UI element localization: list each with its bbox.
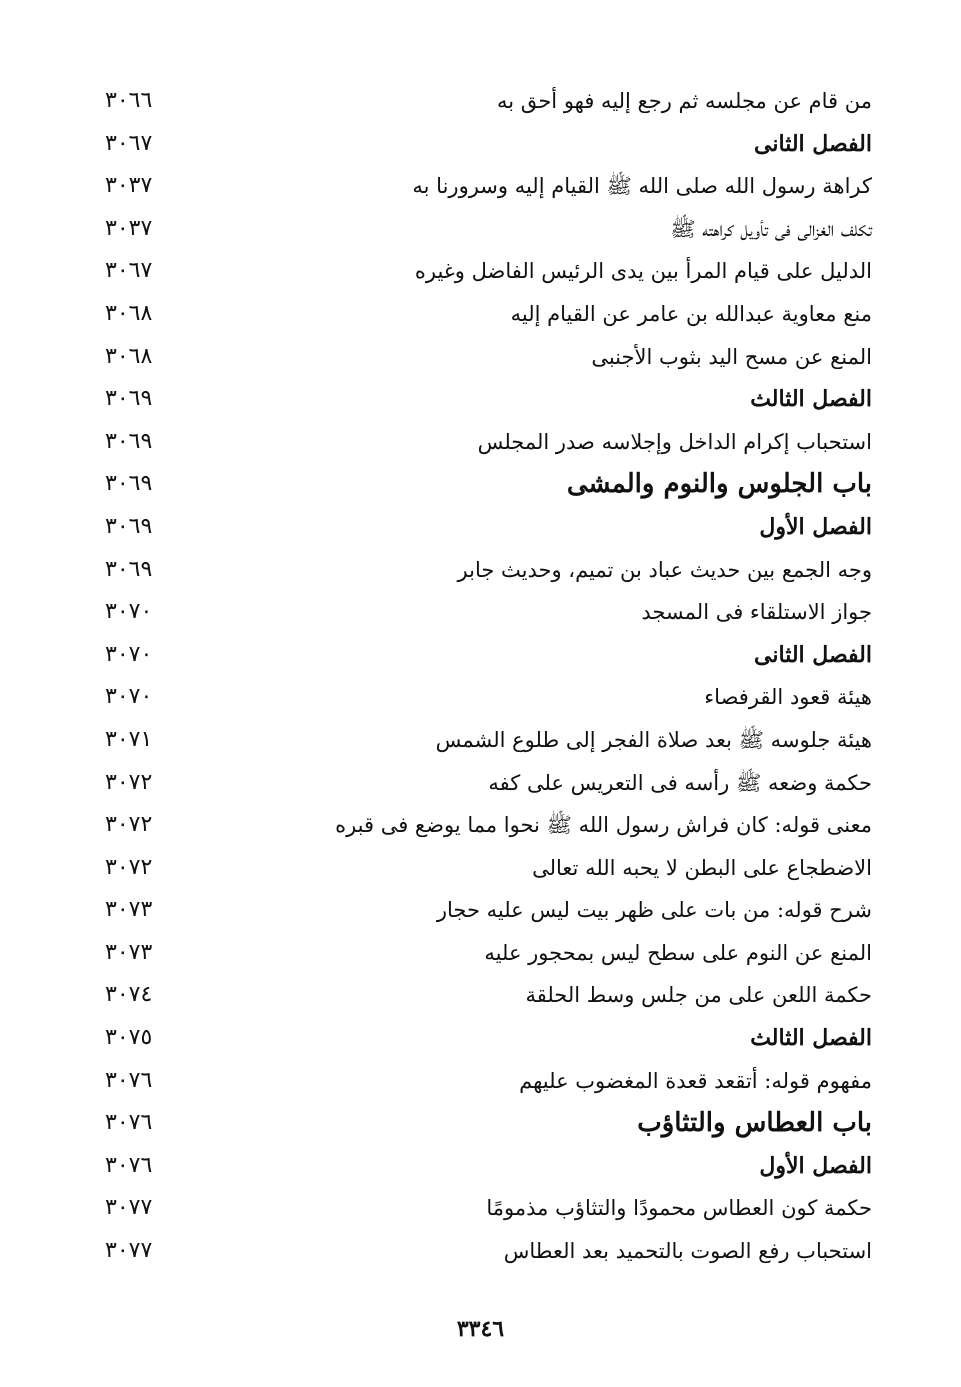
- toc-entry-page: ٣٠٧٦: [105, 1110, 153, 1136]
- toc-row: [105, 1102, 872, 1145]
- toc-entry-title: وجه الجمع بين حديث عباد بن تميم، وحديث جابر: [457, 557, 872, 582]
- toc-row: [105, 762, 872, 805]
- toc-entry-page: ٣٠٧٦: [105, 1152, 153, 1178]
- toc-entry-page: ٣٠٦٦: [105, 88, 153, 113]
- toc-row: [105, 591, 872, 634]
- toc-entry-page: ٣٠٧٠: [105, 599, 153, 625]
- toc-row: [105, 123, 872, 166]
- toc-entry-page: ٣٠٦٩: [105, 556, 153, 582]
- toc-row: [105, 80, 872, 123]
- toc-entry-title: هيئة جلوسه ﷺ بعد صلاة الفجر إلى طلوع الشمس: [435, 727, 872, 752]
- toc-entry-page: ٣٠٧٧: [105, 1195, 153, 1221]
- toc-entry-title: جواز الاستلقاء فى المسجد: [641, 600, 872, 625]
- toc-row: [105, 250, 872, 293]
- toc-entry-title: مفهوم قوله: أتقعد قعدة المغضوب عليهم: [519, 1068, 872, 1093]
- toc-row: [105, 804, 872, 847]
- toc-entry-page: ٣٠٣٧: [105, 173, 153, 199]
- toc-entry-title: حكمة وضعه ﷺ رأسه فى التعريس على كفه: [488, 770, 872, 795]
- toc-entry-title: الدليل على قيام المرأ بين يدى الرئيس الفاضل وغيره: [414, 259, 872, 284]
- toc-entry-title: هيئة قعود القرفصاء: [704, 685, 872, 710]
- toc-chapter-heading: باب الجلوس والنوم والمشى: [566, 469, 872, 500]
- toc-entry-page: ٣٠٧٧: [105, 1238, 153, 1264]
- toc-row: [105, 293, 872, 336]
- toc-entry-page: ٣٠٧٢: [105, 854, 153, 880]
- toc-entry-title: الاضطجاع على البطن لا يحبه الله تعالى: [532, 855, 872, 880]
- toc-entry-page: ٣٠٦٨: [105, 343, 153, 369]
- toc-chapter-heading: باب العطاس والتثاؤب: [637, 1108, 872, 1139]
- toc-entry-page: ٣٠٦٨: [105, 300, 153, 326]
- toc-row: [105, 421, 872, 464]
- toc-section-heading: الفصل الثانى: [754, 130, 872, 157]
- toc-entry-page: ٣٠٧٢: [105, 769, 153, 795]
- toc-entry-page: ٣٠٧٦: [105, 1067, 153, 1093]
- toc-section-heading: الفصل الأول: [759, 1152, 872, 1179]
- toc-entry-title: حكمة اللعن على من جلس وسط الحلقة: [525, 983, 872, 1008]
- toc-entry-title: كراهة رسول الله صلى الله ﷺ القيام إليه وسرورنا به: [412, 174, 872, 199]
- toc-entry-title: من قام عن مجلسه ثم رجع إليه فهو أحق به: [497, 89, 872, 113]
- toc-entry-page: ٣٠٧٢: [105, 812, 153, 838]
- table-of-contents: [105, 80, 872, 1272]
- toc-row: [105, 889, 872, 932]
- toc-row: [105, 1187, 872, 1230]
- toc-row: [105, 1017, 872, 1060]
- toc-entry-page: ٣٠٦٩: [105, 513, 153, 539]
- toc-row: [105, 932, 872, 975]
- toc-entry-title: استحباب إكرام الداخل وإجلاسه صدر المجلس: [477, 429, 872, 454]
- toc-entry-page: ٣٠٧٥: [105, 1025, 153, 1051]
- toc-entry-title: المنع عن النوم على سطح ليس بمحجور عليه: [484, 940, 872, 965]
- toc-section-heading: الفصل الثالث: [750, 386, 872, 413]
- toc-row: [105, 1145, 872, 1188]
- toc-entry-page: ٣٠٧٣: [105, 897, 153, 923]
- toc-entry-page: ٣٠٣٧: [105, 215, 153, 241]
- toc-entry-page: ٣٠٦٩: [105, 386, 153, 412]
- toc-row: [105, 676, 872, 719]
- toc-section-heading: الفصل الثانى: [754, 641, 872, 668]
- toc-entry-page: ٣٠٧٠: [105, 684, 153, 710]
- page-number: ٣٣٤٦: [456, 1316, 505, 1342]
- toc-row: [105, 974, 872, 1017]
- toc-row: [105, 719, 872, 762]
- toc-entry-page: ٣٠٧٠: [105, 641, 153, 667]
- toc-row: [105, 165, 872, 208]
- toc-entry-page: ٣٠٦٩: [105, 471, 153, 497]
- toc-entry-title: شرح قوله: من بات على ظهر بيت ليس عليه حجار: [436, 898, 872, 923]
- toc-entry-title: حكمة كون العطاس محمودًا والتثاؤب مذمومًا: [486, 1196, 872, 1221]
- toc-entry-page: ٣٠٦٩: [105, 428, 153, 454]
- toc-row: [105, 847, 872, 890]
- toc-entry-page: ٣٠٦٧: [105, 130, 153, 156]
- toc-entry-page: ٣٠٧١: [105, 726, 153, 752]
- toc-row: [105, 463, 872, 506]
- toc-row: [105, 506, 872, 549]
- toc-entry-page: ٣٠٧٤: [105, 982, 153, 1008]
- toc-row: [105, 634, 872, 677]
- toc-entry-title: استحباب رفع الصوت بالتحميد بعد العطاس: [503, 1239, 872, 1264]
- toc-entry-title: المنع عن مسح اليد بثوب الأجنبى: [591, 344, 872, 369]
- toc-entry-title: منع معاوية عبدالله بن عامر عن القيام إليه: [510, 301, 872, 326]
- toc-section-heading: الفصل الثالث: [750, 1025, 872, 1052]
- toc-entry-page: ٣٠٦٧: [105, 258, 153, 284]
- toc-entry-title: تكلف الغزالى فى تأويل كراهته ﷺ: [670, 216, 872, 241]
- toc-row: [105, 1060, 872, 1103]
- toc-entry-page: ٣٠٧٣: [105, 939, 153, 965]
- toc-section-heading: الفصل الأول: [759, 513, 872, 540]
- toc-row: [105, 1230, 872, 1273]
- toc-row: [105, 208, 872, 251]
- toc-row: [105, 336, 872, 379]
- toc-row: [105, 549, 872, 592]
- toc-row: [105, 378, 872, 421]
- toc-entry-title: معنى قوله: كان فراش رسول الله ﷺ نحوا مما يوضع فى قبره: [335, 813, 872, 838]
